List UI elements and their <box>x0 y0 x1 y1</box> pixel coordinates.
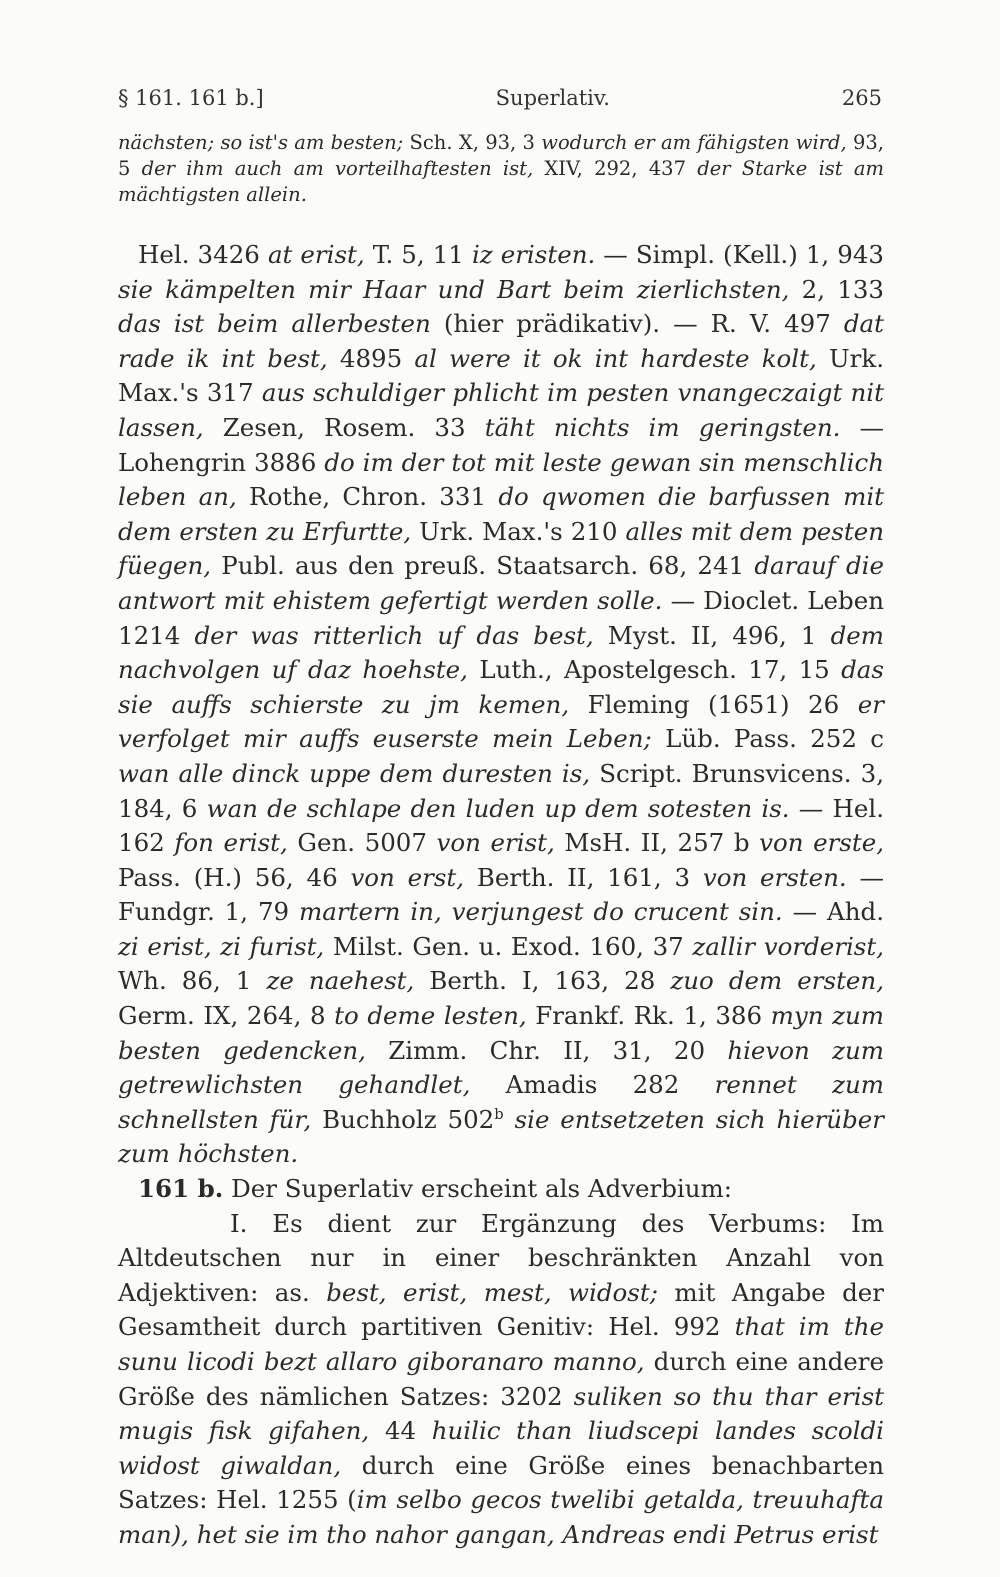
reference-text <box>504 1105 515 1134</box>
italic-quotation: to deme lesten, <box>334 1001 527 1031</box>
reference-text: Amadis 282 <box>470 1070 715 1100</box>
reference-text: Wh. 86, 1 <box>118 966 267 996</box>
reference-text: Berth. II, 161, 3 <box>464 862 703 892</box>
italic-quotation: sie entsetzeten sich hierüber zum höchsten. <box>118 1104 884 1169</box>
italic-quotation: wodurch er am fähigsten wird, <box>541 131 847 154</box>
reference-text: — Hel. 162 <box>118 793 885 858</box>
reference-text: (hier prädikativ). — R. V. 497 <box>430 309 844 339</box>
italic-quotation: zuo dem ersten, <box>670 966 884 996</box>
reference-text: mit Angabe der Gesamtheit durch partitiven Genitiv: Hel. 992 <box>118 1277 884 1342</box>
section-reference: § 161. 161 b.] <box>118 86 264 110</box>
italic-quotation: martern in, verjungest do crucent sin. <box>299 897 783 927</box>
reference-text: Publ. aus den preuß. Staatsarch. 68, 241 <box>211 551 755 581</box>
italic-quotation: von erste, <box>759 828 884 858</box>
reference-text: — Ahd. <box>782 897 884 927</box>
section-heading-text: Der Superlativ erscheint als Adverbium: <box>223 1174 733 1204</box>
italic-quotation: suliken so thu thar erist mugis fisk gifahen, <box>118 1381 884 1446</box>
reference-text: Lüb. Pass. 252 c <box>651 724 884 754</box>
reference-text: MsH. II, 257 b <box>554 828 760 858</box>
italic-quotation: täht nichts im geringsten. <box>484 412 841 442</box>
reference-text: Sch. X, 93, 3 <box>403 131 542 154</box>
italic-quotation: hievon zum getrewlichsten gehandlet, <box>118 1035 884 1100</box>
reference-text: Berth. I, 163, 28 <box>414 966 671 996</box>
section-heading-paragraph <box>118 1172 884 1207</box>
italic-quotation: that im the sunu licodi bezt allaro giboranaro manno, <box>118 1312 885 1376</box>
italic-quotation: wan alle dinck uppe dem duresten is, <box>118 758 591 788</box>
examples-paragraph <box>118 238 884 1172</box>
reference-text: XIV, 292, 437 <box>533 157 698 180</box>
reference-text: Frankf. Rk. 1, 386 <box>526 1001 771 1031</box>
reference-text: — Simpl. (Kell.) 1, 943 <box>595 240 884 269</box>
italic-quotation: aus schuldiger phlicht im pesten vnangeczaigt nit lassen, <box>118 378 884 442</box>
italic-quotation: zi erist, zi furist, <box>118 931 325 961</box>
italic-quotation: nächsten; so ist's am besten; <box>118 131 404 154</box>
page-number: 265 <box>841 86 882 110</box>
italic-quotation: myn zum besten gedencken, <box>118 1001 885 1065</box>
italic-quotation: best, erist, mest, widost; <box>326 1277 658 1307</box>
reference-text: Pass. (H.) 56, 46 <box>118 862 351 892</box>
reference-text: Hel. 3426 <box>138 240 268 269</box>
reference-text: Gen. 5007 <box>287 828 437 858</box>
reference-text: 2, 133 <box>789 274 885 304</box>
reference-text: — Fundgr. 1, 79 <box>118 862 884 927</box>
italic-quotation: das sie auffs schierste zu jm kemen, <box>118 655 884 719</box>
reference-text: — Dioclet. Leben 1214 <box>118 585 884 650</box>
italic-quotation: der ihm auch am vorteilhaftesten ist, <box>141 157 534 180</box>
reference-text: T. 5, 11 <box>364 240 472 269</box>
subsection-paragraph <box>118 1207 884 1553</box>
italic-quotation: iz eristen. <box>471 240 596 269</box>
reference-text: Zimm. Chr. II, 31, 20 <box>365 1035 728 1065</box>
reference-text: Milst. Gen. u. Exod. 160, 37 <box>324 931 693 961</box>
italic-quotation: dat rade ik int best, <box>118 309 884 373</box>
italic-quotation: fon erist, <box>174 828 288 858</box>
italic-quotation: sie kämpelten mir Haar und Bart beim zierlichsten, <box>118 274 790 304</box>
reference-text: Urk. Max.'s 317 <box>118 343 884 408</box>
italic-quotation: al were it ok int hardeste kolt, <box>414 343 817 373</box>
reference-text: Fleming (1651) 26 <box>569 689 858 719</box>
italic-quotation: do im der tot mit leste gewan sin menschlich leben an, <box>118 447 885 512</box>
italic-quotation: von erist, <box>436 828 555 858</box>
italic-quotation: im selbo gecos twelibi getalda, treuuhafta man), het sie im tho nahor gangan, Andreas endi Petrus erist <box>118 1485 884 1549</box>
italic-quotation: alles mit dem pesten füegen, <box>118 516 885 581</box>
reference-text: — Lohengrin 3886 <box>118 412 885 477</box>
reference-text: 4895 <box>327 343 415 373</box>
italic-quotation: darauf die antwort mit ehistem gefertigt werden solle. <box>118 551 884 615</box>
reference-text: Urk. Max.'s 210 <box>411 516 626 546</box>
italic-quotation: das ist beim allerbesten <box>118 309 431 339</box>
reference-text: Zesen, Rosem. 33 <box>203 412 485 442</box>
italic-quotation: der Starke ist am mächtigsten allein. <box>118 157 885 206</box>
italic-quotation: der was ritterlich uf das best, <box>194 620 594 650</box>
italic-quotation: von ersten. <box>702 862 847 892</box>
running-title: Superlativ. <box>495 86 610 110</box>
reference-text: Myst. II, 496, 1 <box>593 620 831 650</box>
section-number: 161 b. <box>138 1174 224 1204</box>
reference-text: 93, 5 <box>118 131 884 180</box>
reference-text: Germ. IX, 264, 8 <box>118 1001 335 1031</box>
superscript-text: b <box>494 1105 504 1123</box>
italic-quotation: er verfolget mir auffs euserste mein Leben; <box>118 689 884 754</box>
italic-quotation: von erst, <box>350 862 465 892</box>
italic-quotation: rennet zum schnellsten für, <box>118 1070 884 1134</box>
reference-text: Luth., Apostelgesch. 17, 15 <box>467 655 842 685</box>
italic-quotation: huilic than liudscepi landes scoldi widost giwaldan, <box>118 1416 884 1480</box>
reference-text: durch eine Größe eines benachbarten Satzes: Hel. 1255 ( <box>118 1450 884 1515</box>
reference-text: Rothe, Chron. 331 <box>236 482 499 512</box>
italic-quotation: wan de schlape den luden up dem sotesten is. <box>206 793 790 823</box>
reference-text: Buchholz 502 <box>311 1104 495 1134</box>
italic-quotation: dem nachvolgen uf daz hoehste, <box>118 620 884 685</box>
italic-quotation: zallir vorderist, <box>692 931 884 961</box>
reference-text: 44 <box>369 1416 432 1446</box>
running-header <box>118 86 882 110</box>
italic-quotation: at erist, <box>267 240 365 269</box>
reference-text: durch eine andere Größe des nämlichen Satzes: 3202 <box>118 1347 884 1411</box>
reference-text: I. Es dient zur Ergänzung des Verbums: Im Altdeutschen nur in einer beschränkten Anzahl von Adjektiven: as. <box>118 1208 884 1307</box>
main-text <box>118 238 884 1553</box>
continued-paragraph <box>118 130 884 208</box>
italic-quotation: ze naehest, <box>266 966 415 996</box>
reference-text: Script. Brunsvicens. 3, 184, 6 <box>118 758 884 823</box>
italic-quotation: do qwomen die barfussen mit dem ersten zu Erfurtte, <box>118 482 885 546</box>
